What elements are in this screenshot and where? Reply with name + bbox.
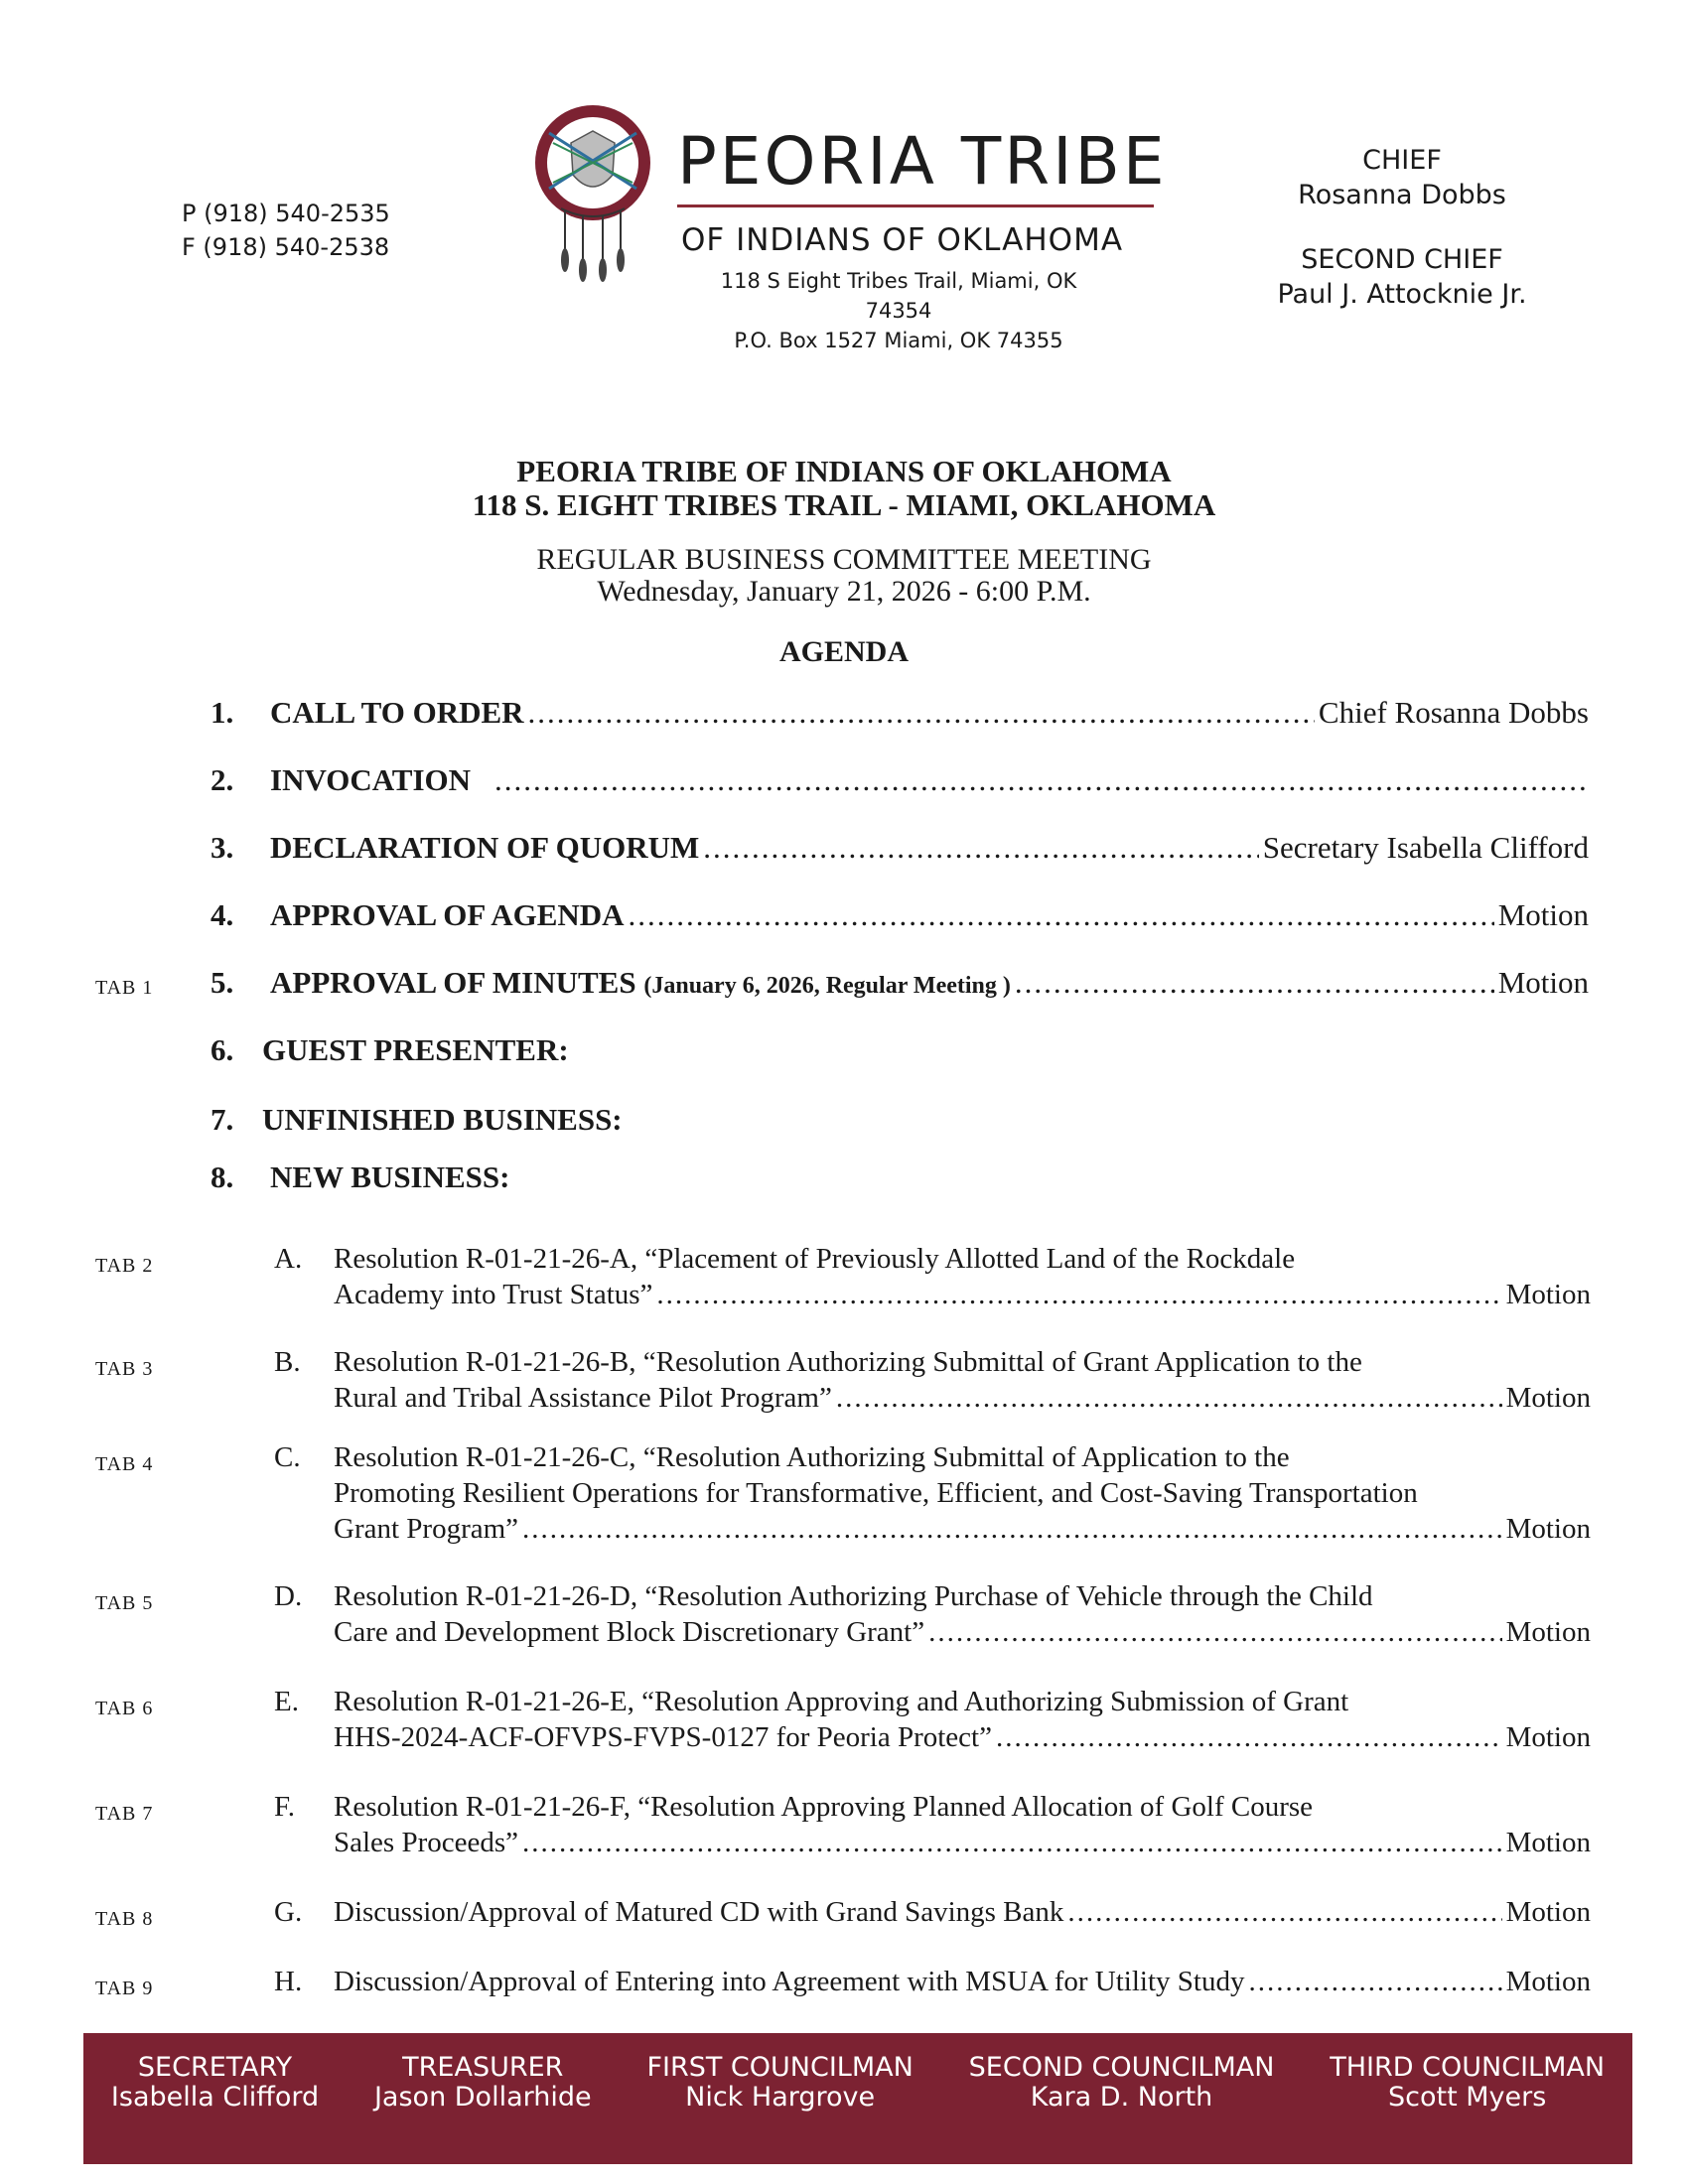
officer-secretary [111,2053,319,2113]
chief-name: Rosanna Dobbs [1298,180,1506,210]
dot-leader [836,1380,1502,1416]
item-number: 6. [211,1032,234,1067]
item-action: Motion [1497,965,1589,1000]
tab-label: TAB 9 [95,1978,154,1999]
dot-leader [629,897,1494,933]
item-text: Sales Proceeds” [334,1827,519,1858]
dot-leader [494,762,1585,798]
item-title: CALL TO ORDER [270,695,524,730]
item-text: Resolution R-01-21-26-A, “Placement of Previously Allotted Land of the Rockdale [334,1243,1296,1275]
po-box-address: P.O. Box 1527 Miami, OK 74355 [734,329,1063,352]
heading-org-line: PEORIA TRIBE OF INDIANS OF OKLAHOMA [516,454,1172,488]
officer-second-councilman [969,2053,1275,2113]
heading-org [0,455,1688,522]
officer-name: Jason Dollarhide [373,2082,592,2113]
item-letter: C. [274,1441,301,1473]
item-assignee: Chief Rosanna Dobbs [1318,695,1589,730]
item-letter: E. [274,1686,299,1717]
item-text: HHS-2024-ACF-OFVPS-FVPS-0127 for Peoria Protect” [334,1721,992,1753]
org-divider [677,205,1154,207]
dot-leader [1067,1894,1501,1930]
item-text: Discussion/Approval of Entering into Agreement with MSUA for Utility Study [334,1966,1245,1997]
officer-treasurer [374,2053,592,2113]
dot-leader [928,1614,1501,1650]
dot-leader [522,1825,1502,1860]
contact-info [182,197,390,264]
officer-name: Nick Hargrove [685,2082,876,2113]
tab-label: TAB 3 [95,1358,154,1380]
item-action: Motion [1505,1827,1591,1858]
officer-name: Isabella Clifford [110,2082,320,2113]
tribe-seal-logo [533,103,652,282]
item-action: Motion [1505,1966,1591,1997]
officer-title: SECRETARY [137,2052,293,2083]
item-text: Grant Program” [334,1513,519,1545]
item-title: APPROVAL OF AGENDA [270,897,625,932]
item-text: Resolution R-01-21-26-B, “Resolution Authorizing Submittal of Grant Application to the [334,1346,1362,1378]
second-chief-title: SECOND CHIEF [1301,244,1503,275]
dot-leader [1248,1964,1501,1999]
item-action: Motion [1505,1721,1591,1753]
second-chief-name: Paul J. Attocknie Jr. [1277,279,1527,310]
item-text: Resolution R-01-21-26-C, “Resolution Authorizing Submittal of Application to the [334,1441,1290,1473]
meeting-title: REGULAR BUSINESS COMMITTEE MEETING [536,543,1152,576]
item-number: 5. [211,965,234,1000]
item-letter: D. [274,1580,303,1612]
item-letter: B. [274,1346,301,1378]
dot-leader [1015,965,1494,1001]
dot-leader [522,1511,1502,1547]
item-letter: A. [274,1243,303,1275]
org-name: PEORIA TRIBE [677,123,1168,200]
officer-title: TREASURER [402,2052,564,2083]
tab-label: TAB 5 [95,1592,154,1614]
item-text: Academy into Trust Status” [334,1279,653,1310]
chiefs-block [1253,143,1551,312]
item-number: 2. [211,762,234,797]
phone-number: P (918) 540-2535 [182,200,390,227]
item-assignee: Secretary Isabella Clifford [1262,830,1589,865]
officer-name: Scott Myers [1388,2082,1547,2113]
item-text: Resolution R-01-21-26-D, “Resolution Authorizing Purchase of Vehicle through the Child [334,1580,1373,1612]
agenda-title: AGENDA [778,635,909,668]
officer-name: Kara D. North [1030,2082,1213,2113]
item-title: UNFINISHED BUSINESS: [262,1102,623,1137]
dot-leader [656,1277,1501,1312]
meeting-datetime: Wednesday, January 21, 2026 - 6:00 P.M. [597,575,1091,608]
officer-title: THIRD COUNCILMAN [1330,2052,1606,2083]
item-letter: F. [274,1791,296,1823]
item-title: DECLARATION OF QUORUM [270,830,700,865]
item-number: 7. [211,1102,234,1137]
dot-leader [996,1719,1502,1755]
tab-label: TAB 2 [95,1255,154,1277]
item-title: INVOCATION [270,762,472,797]
tab-label: TAB 6 [95,1698,154,1719]
tab-label: TAB 7 [95,1803,154,1825]
item-title: GUEST PRESENTER: [262,1032,569,1067]
item-title: APPROVAL OF MINUTES [270,965,636,1000]
dot-leader [703,830,1258,866]
item-number: 8. [211,1160,234,1194]
item-action: Motion [1505,1513,1591,1545]
item-title: NEW BUSINESS: [270,1160,510,1194]
item-text: Resolution R-01-21-26-F, “Resolution Approving Planned Allocation of Golf Course [334,1791,1314,1823]
dot-leader [528,695,1315,731]
tab-label: TAB 4 [95,1453,154,1475]
item-text: Resolution R-01-21-26-E, “Resolution Approving and Authorizing Submission of Grant [334,1686,1349,1717]
item-action: Motion [1505,1279,1591,1310]
officer-third-councilman [1330,2053,1605,2113]
officers-footer [83,2033,1632,2164]
tab-label: TAB 1 [95,977,154,999]
item-note: (January 6, 2026, Regular Meeting ) [643,973,1011,999]
fax-number: F (918) 540-2538 [182,233,390,261]
item-action: Motion [1505,1616,1591,1648]
officer-first-councilman [646,2053,913,2113]
item-text: Promoting Resilient Operations for Transformative, Efficient, and Cost-Saving Transportation [334,1477,1418,1509]
item-number: 3. [211,830,234,865]
item-text: Care and Development Block Discretionary Grant” [334,1616,925,1648]
item-letter: G. [274,1896,303,1928]
item-text: Rural and Tribal Assistance Pilot Program” [334,1382,832,1414]
officer-title: SECOND COUNCILMAN [968,2052,1275,2083]
item-action: Motion [1497,897,1589,932]
tab-label: TAB 8 [95,1908,154,1930]
officer-title: FIRST COUNCILMAN [646,2052,914,2083]
item-text: Discussion/Approval of Matured CD with Grand Savings Bank [334,1896,1064,1928]
org-address [685,266,1112,355]
item-number: 1. [211,695,234,730]
heading-address-line: 118 S. EIGHT TRIBES TRAIL - MIAMI, OKLAHOMA [472,487,1216,522]
meeting-info [0,544,1688,608]
org-subtitle: OF INDIANS OF OKLAHOMA [681,222,1124,258]
chief-title: CHIEF [1362,145,1442,176]
street-address: 118 S Eight Tribes Trail, Miami, OK 74354 [720,269,1077,323]
item-action: Motion [1505,1382,1591,1414]
item-action: Motion [1505,1896,1591,1928]
item-number: 4. [211,897,234,932]
item-letter: H. [274,1966,303,1997]
